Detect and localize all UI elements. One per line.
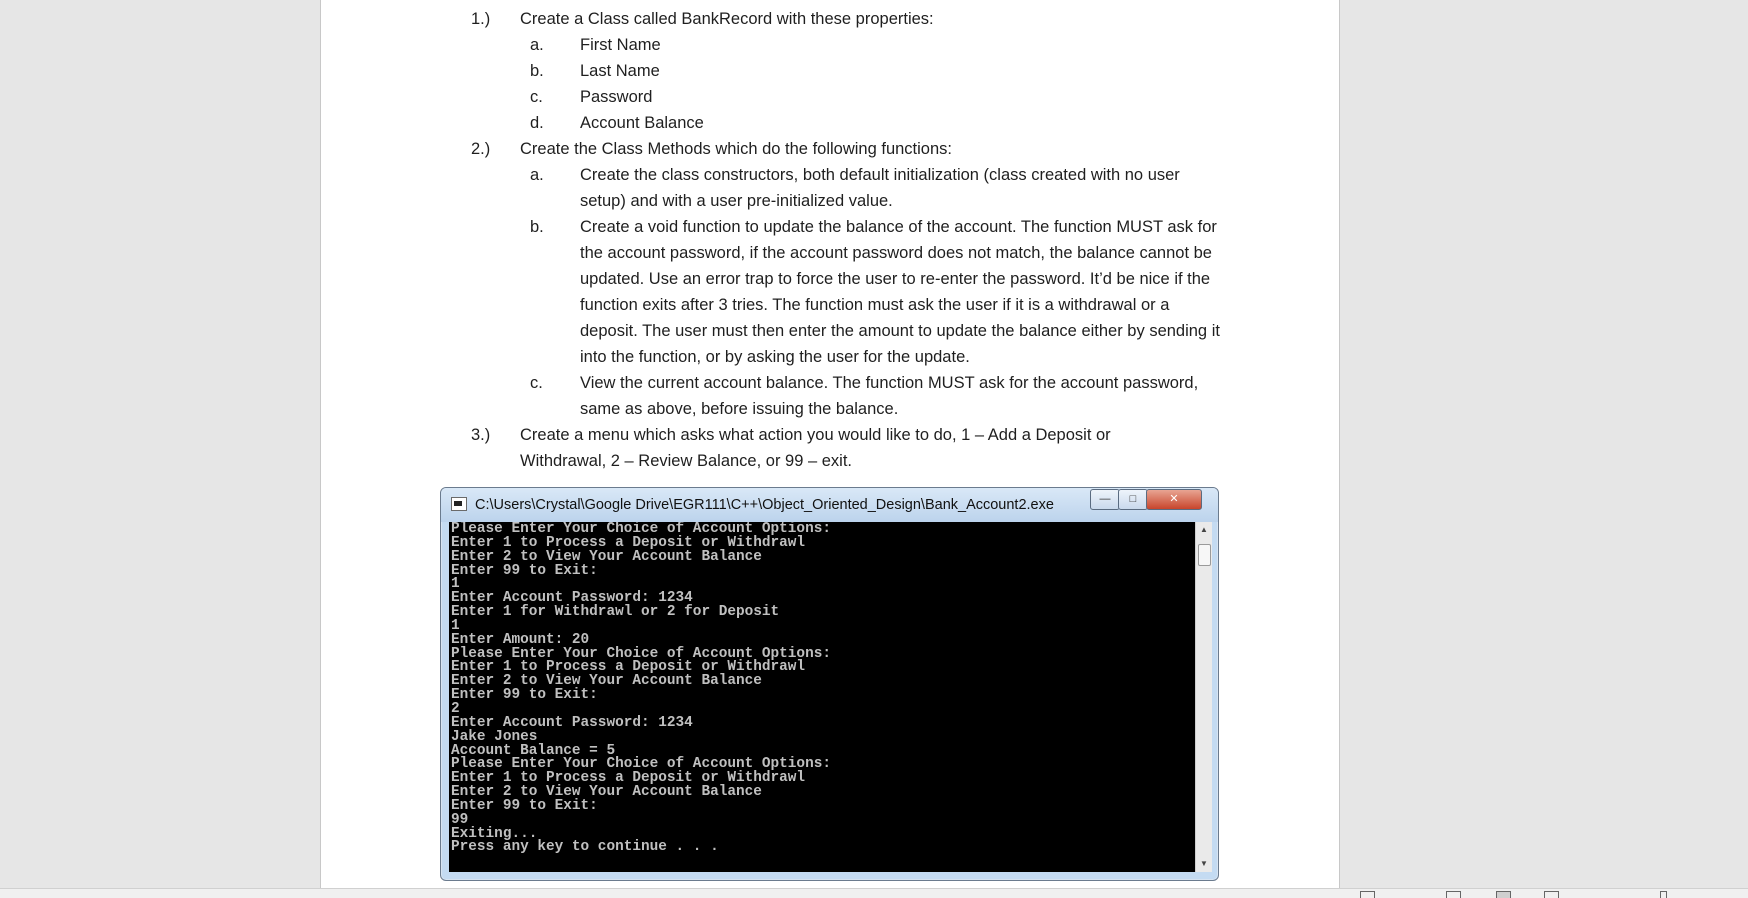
list-item: [471, 110, 1151, 136]
console-window-screenshot: [440, 487, 1219, 881]
list-number: b.: [530, 218, 544, 236]
console-output: Please Enter Your Choice of Account Options: Enter 1 to Process a Deposit or Withdrawl Enter 2 to View Your Account Balance Enter 99 to Exit: 1 Enter Account Password: 1234 Enter 1 for Withdrawl or 2 for Deposit 1 Enter Amount: 20 Please Enter Your Choice of Account Options: Enter 1 to Process a Deposit or Withdrawl Enter 2 to View Your Account Balance Enter 99 to Exit: 2 Enter Account Password: 1234 Jake Jones Account Balance = 5 Please Enter Your Choice of Account Options: Enter 1 to Process a Deposit or Withdrawl Enter 2 to View Your Account Balance Enter 99 to Exit: 99 Exiting... Press any key to continue . . .: [451, 522, 831, 856]
list-item: [471, 6, 1151, 32]
list-text: Account Balance: [580, 114, 704, 132]
list-item: [471, 58, 1151, 84]
list-text: Last Name: [580, 62, 660, 80]
list-number: b.: [530, 62, 544, 80]
scroll-up-arrow-icon: ▲: [1200, 525, 1208, 534]
scroll-down-arrow-icon: ▼: [1200, 859, 1208, 868]
list-text: Password: [580, 88, 653, 106]
list-number: a.: [530, 166, 544, 184]
list-item: [471, 422, 1151, 474]
list-text: First Name: [580, 36, 661, 54]
list-number: 3.): [471, 426, 491, 444]
list-text: Create a Class called BankRecord with these properties:: [520, 10, 934, 28]
list-item: [471, 136, 1151, 162]
list-item: [471, 32, 1151, 58]
document-body: [471, 6, 1220, 474]
maximize-icon: □: [1118, 489, 1148, 510]
console-title: C:\Users\Crystal\Google Drive\EGR111\C++\Object_Oriented_Design\Bank_Account2.exe: [475, 497, 1054, 513]
close-icon: ✕: [1146, 489, 1202, 510]
list-number: 1.): [471, 10, 491, 28]
list-number: 2.): [471, 140, 491, 158]
list-number: a.: [530, 36, 544, 54]
console-output-area: [449, 522, 1195, 872]
scroll-thumb: [1198, 544, 1211, 566]
command-prompt-icon: [451, 497, 467, 511]
list-item: [471, 214, 1220, 370]
minimize-icon: —: [1090, 489, 1120, 510]
list-number: c.: [530, 88, 543, 106]
list-text: Create a void function to update the balance of the account. The function MUST ask for the account password, if the account password does not match, the balance cannot be updated. Use an error trap to force the user to re-enter the password. It’d be nice if the function exits after 3 tries. The function must ask the user if it is a withdrawal or a deposit. The user must then enter the amount to update the balance either by sending it into the function, or by asking the user for the update.: [580, 218, 1220, 366]
list-number: c.: [530, 374, 543, 392]
list-item: [471, 84, 1151, 110]
list-item: [471, 162, 1180, 214]
list-text: Create the class constructors, both default initialization (class created with no user setup) and with a user pre-initialized value.: [580, 166, 1180, 210]
list-text: View the current account balance. The function MUST ask for the account password, same as above, before issuing the balance.: [580, 374, 1199, 418]
console-titlebar: [441, 488, 1218, 522]
list-item: [471, 370, 1199, 422]
console-scrollbar: [1195, 522, 1212, 872]
list-text: Create a menu which asks what action you would like to do, 1 – Add a Deposit or Withdrawal, 2 – Review Balance, or 99 – exit.: [520, 426, 1111, 470]
list-number: d.: [530, 114, 544, 132]
list-text: Create the Class Methods which do the following functions:: [520, 140, 952, 158]
